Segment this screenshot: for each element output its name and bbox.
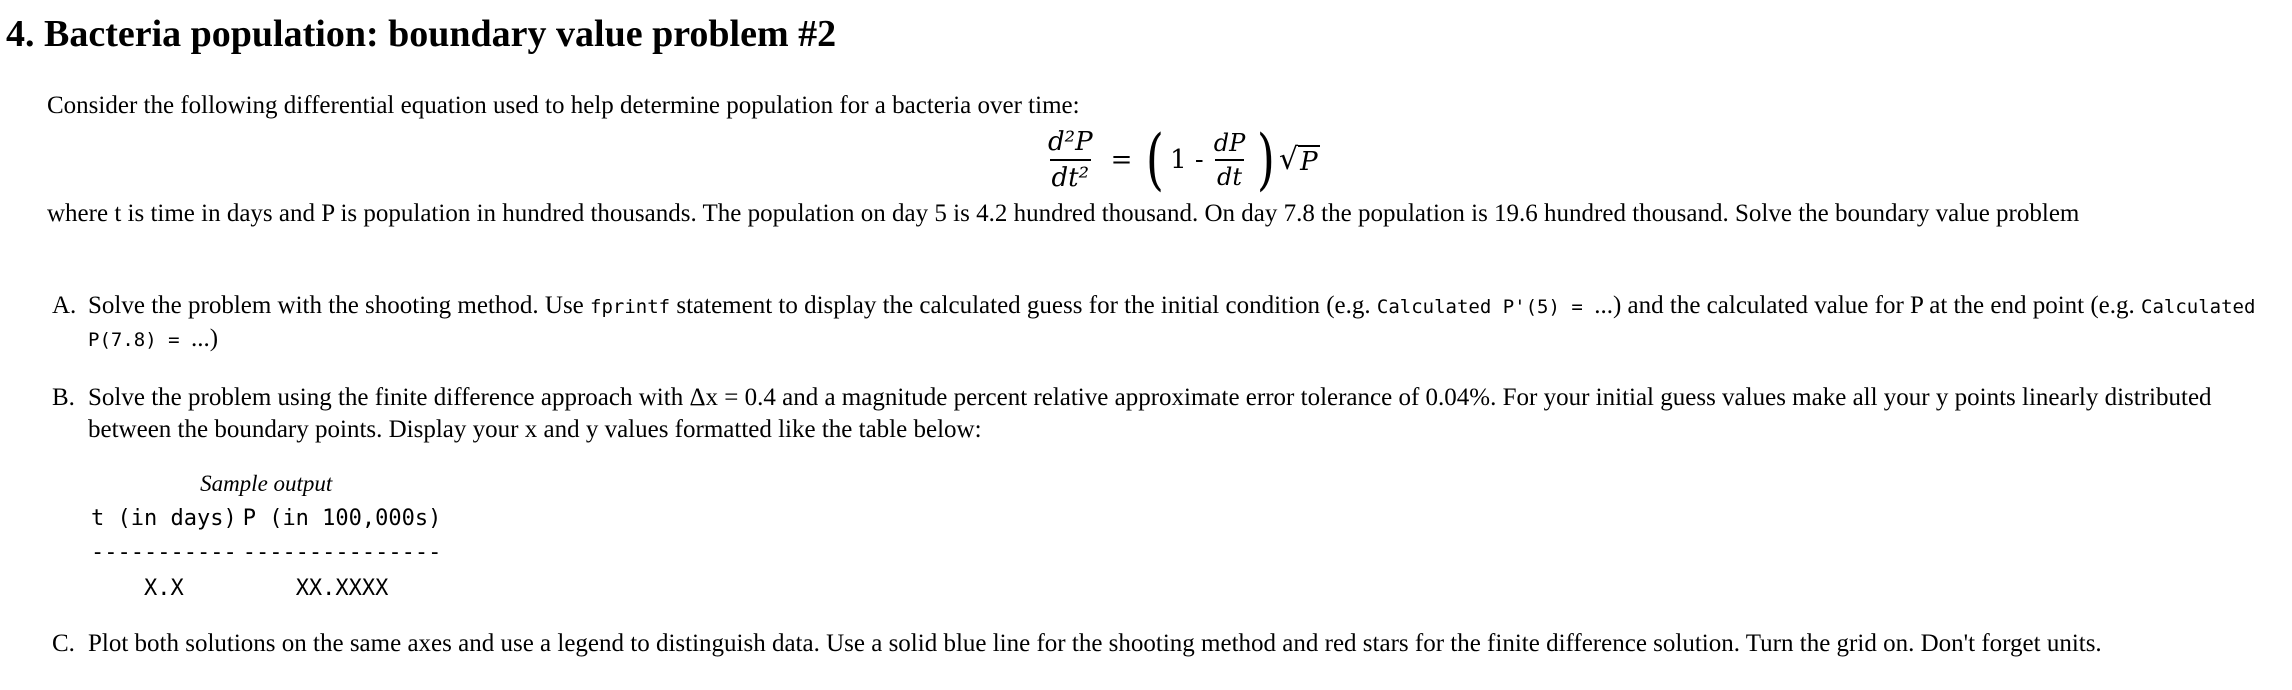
header-p: P (in 100,000s) — [242, 506, 442, 531]
sqrt-symbol: √ — [1278, 142, 1299, 177]
lhs-denominator: dt² — [1050, 159, 1092, 193]
equals-sign: = — [1110, 145, 1133, 175]
lhs-fraction — [1046, 127, 1095, 193]
item-a-text-2: statement to display the calculated guess for the initial condition (e.g. — [670, 292, 1377, 319]
item-c-marker: C. — [52, 630, 75, 657]
table-row — [88, 570, 444, 606]
where-paragraph: where t is time in days and P is population in hundred thousands. The population on day 5 is 4.2 hundred thousand. On day 7.8 the population is 19.6 hundred thousand. Solve the boundary value problem — [47, 200, 2080, 227]
left-paren: ( — [1146, 121, 1165, 198]
separator-p: --------------- — [242, 540, 442, 565]
value-p: XX.XXXX — [295, 576, 389, 601]
item-a-marker: A. — [52, 292, 77, 319]
item-b-text: Solve the problem using the finite difference approach with Δx = 0.4 and a magnitude percent relative approximate error tolerance of 0.04%. For your initial guess values make all your y points linearly distributed between the boundary points. Display your x and y values formatted like the table below: — [88, 384, 2212, 443]
sample-output-table — [88, 470, 444, 606]
differential-equation — [1040, 118, 1320, 202]
item-a-text-4: ...) — [190, 325, 219, 352]
table-header-row — [88, 502, 444, 536]
intro-paragraph: Consider the following differential equation used to help determine population for a bacteria over time: — [47, 92, 1080, 119]
separator-t: ----------- — [91, 540, 237, 565]
list-item-a — [52, 290, 2277, 356]
list-item-c — [52, 628, 2277, 660]
item-a-text-3: ...) and the calculated value for P at the end point (e.g. — [1594, 292, 2142, 319]
item-a-text-1: Solve the problem with the shooting method. Use — [88, 292, 591, 319]
item-b-marker: B. — [52, 384, 75, 411]
lhs-numerator: d²P — [1048, 127, 1093, 157]
code-fprintf: fprintf — [590, 296, 671, 318]
inner-denominator: dt — [1215, 159, 1244, 191]
right-paren: ) — [1257, 121, 1276, 198]
page-title: 4. Bacteria population: boundary value problem #2 — [6, 13, 837, 55]
header-t: t (in days) — [91, 506, 237, 531]
item-a-text — [88, 290, 2277, 356]
code-calculated-dp: Calculated P'(5) = — [1376, 296, 1595, 318]
inner-numerator: dP — [1213, 129, 1246, 157]
one-minus-term: 1 - — [1170, 145, 1204, 175]
list-item-b — [52, 382, 2277, 446]
value-t: X.X — [143, 576, 184, 601]
sample-output-caption: Sample output — [200, 471, 333, 496]
sqrt-term — [1279, 143, 1320, 177]
table-separator-row — [88, 536, 444, 570]
code-calculated-p: Calculated P(7.8) = — [88, 296, 2256, 351]
item-c-text: Plot both solutions on the same axes and use a legend to distinguish data. Use a solid blue line for the shooting method and red stars for the finite difference solution. Turn the grid on. Don't forget units. — [88, 630, 2102, 657]
sqrt-argument: P — [1300, 147, 1318, 177]
inner-fraction — [1212, 129, 1248, 191]
